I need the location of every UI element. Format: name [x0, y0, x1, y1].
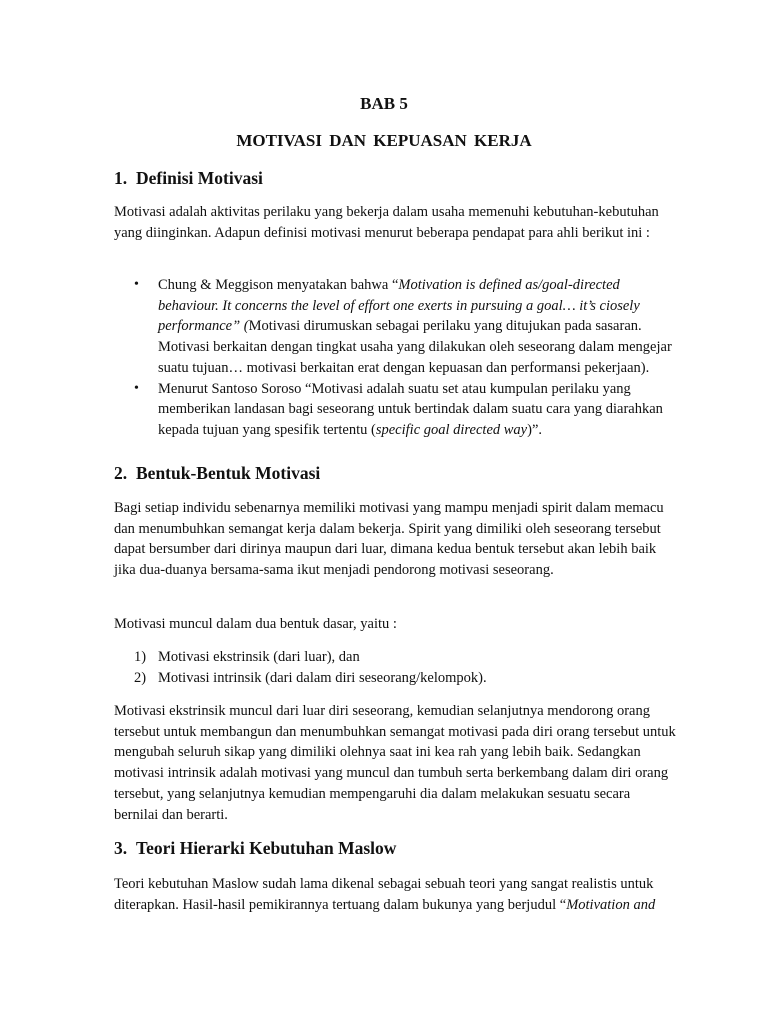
section-2-heading	[114, 463, 320, 484]
bullet-text-lead: Menurut Santoso Soroso “Motivasi adalah suatu set atau kumpulan perilaku yang memberikan landasan bagi seseorang untuk bertindak dalam suatu cara yang diarahkan kepada tujuan yang spesifik tertentu (	[158, 380, 663, 438]
list-item	[114, 379, 678, 441]
bullet-text-italic: specific goal directed way	[375, 421, 528, 438]
section-3-paragraph	[114, 874, 678, 915]
bullet-icon: •	[134, 380, 139, 396]
bullet-text-rest: )”.	[527, 421, 543, 438]
section-number: 2.	[114, 463, 128, 483]
definition-list	[114, 275, 678, 441]
section-2-paragraph-2: Motivasi muncul dalam dua bentuk dasar, yaitu :	[114, 616, 397, 632]
section-1-intro: Motivasi adalah aktivitas perilaku yang bekerja dalam usaha memenuhi kebutuhan-kebutuhan yang diinginkan. Adapun definisi motivasi menurut beberapa pendapat para ahli berikut ini :	[114, 204, 659, 241]
section-heading-text: Definisi Motivasi	[136, 168, 263, 188]
bullet-text-rest: Motivasi dirumuskan sebagai perilaku yang ditujukan pada sasaran. Motivasi berkaitan dengan tingkat usaha yang dilakukan oleh seseorang dalam mengejar suatu tujuan… motivasi berkaitan erat dengan kepuasan dan performansi pekerjaan).	[158, 318, 672, 376]
section-heading-text: Teori Hierarki Kebutuhan Maslow	[136, 838, 397, 858]
section-3-heading	[114, 838, 396, 859]
list-marker: 2)	[134, 669, 147, 686]
chapter-label: BAB 5	[360, 94, 408, 113]
list-item-text: Motivasi intrinsik (dari dalam diri seseorang/kelompok).	[158, 669, 487, 686]
motivation-forms-list	[114, 647, 678, 688]
list-item	[114, 275, 678, 379]
bullet-icon: •	[134, 277, 139, 292]
list-item	[114, 647, 678, 668]
paragraph-italic-text: Motivation and	[566, 896, 656, 913]
section-number: 1.	[114, 168, 128, 188]
list-item-text: Motivasi ekstrinsik (dari luar), dan	[158, 649, 360, 665]
list-item	[114, 668, 678, 689]
bullet-text-italic: Motivation is defined as/goal-directed behaviour. It concerns the level of effort one exerts in pursuing a goal… it’s ciosely performance” (	[158, 277, 640, 335]
section-2-paragraph-3: Motivasi ekstrinsik muncul dari luar diri seseorang, kemudian selanjutnya mendorong orang tersebut untuk membangun dan menumbuhkan semangat motivasi pada diri orang tersebut untuk mengubah seluruh sikap yang dimiliki olehnya saat ini kea rah yang lebih baik. Sedangkan motivasi intrinsik adalah motivasi yang muncul dan tumbuh serta berkembang dalam diri orang tersebut, yang selanjutnya kemudian mempengaruhi dia dalam melakukan sesuatu secara bernilai dan berarti.	[114, 703, 676, 823]
section-2-paragraph-1: Bagi setiap individu sebenarnya memiliki motivasi yang mampu menjadi spirit dalam memacu dan menumbuhkan semangat kerja dalam bekerja. Spirit yang dimiliki oleh seseorang tersebut dapat bersumber dari dirinya maupun dari luar, dimana kedua bentuk tersebut akan lebih baik jika dua-duanya bersama-sama ikut menjadi pendorong motivasi seseorang.	[114, 500, 664, 579]
section-1-heading	[114, 168, 263, 189]
section-heading-text: Bentuk-Bentuk Motivasi	[136, 463, 321, 483]
section-number: 3.	[114, 838, 128, 858]
paragraph-text: Teori kebutuhan Maslow sudah lama dikenal sebagai sebuah teori yang sangat realistis untuk diterapkan. Hasil-hasil pemikirannya tertuang dalam bukunya yang berjudul “	[114, 876, 654, 913]
list-marker: 1)	[134, 649, 147, 665]
chapter-title: MOTIVASI DAN KEPUASAN KERJA	[236, 131, 532, 150]
bullet-text-lead: Chung & Meggison menyatakan bahwa “	[158, 277, 399, 293]
